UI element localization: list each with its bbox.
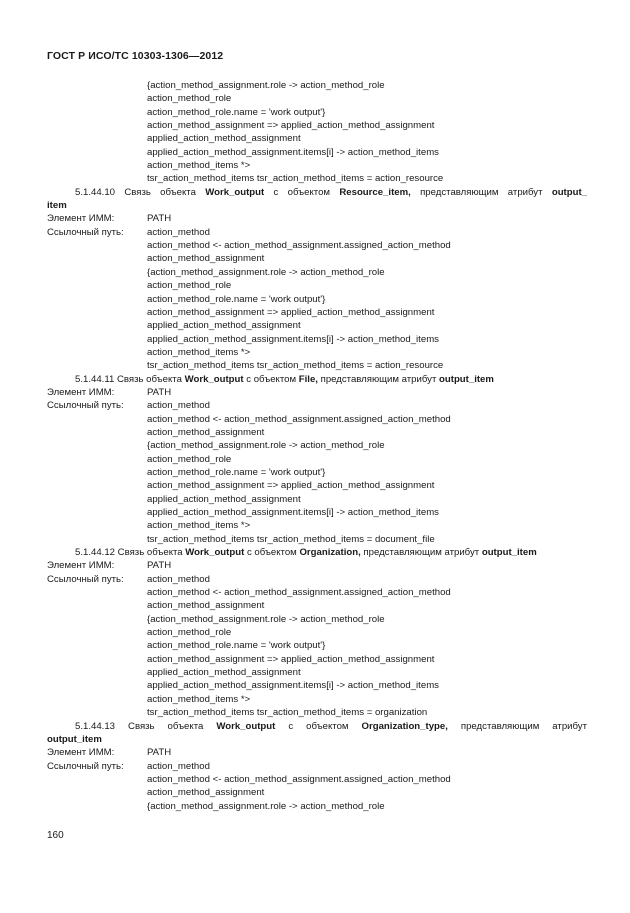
path-line: applied_action_method_assignment.items[i] -> action_method_items	[147, 146, 439, 158]
path-line: action_method_role.name = 'work output'}	[147, 106, 326, 118]
path-line: action_method_items *>	[147, 346, 251, 358]
element-label: Элемент ИММ:	[47, 213, 115, 225]
path-line: action_method_items *>	[147, 693, 251, 705]
path-line: tsr_action_method_items tsr_action_method_items = document_file	[147, 533, 435, 545]
element-label: Элемент ИММ:	[47, 386, 115, 398]
reference-label: Ссылочный путь:	[47, 760, 124, 772]
path-line: {action_method_assignment.role -> action_method_role	[147, 80, 385, 91]
path-line: action_method_assignment => applied_action_method_assignment	[147, 653, 435, 665]
path-line: action_method <- action_method_assignment.assigned_action_method	[147, 240, 451, 252]
page-header: ГОСТ Р ИСО/ТС 10303-1306—2012	[47, 50, 224, 62]
element-row	[47, 746, 587, 759]
path-line: action_method_assignment	[147, 600, 265, 612]
section-heading-continuation: output_item	[47, 733, 102, 745]
reference-first: action_method	[147, 573, 210, 585]
path-line: {action_method_assignment.role -> action_method_role	[147, 800, 385, 812]
element-label: Элемент ИММ:	[47, 747, 115, 759]
reference-row	[47, 399, 587, 412]
element-row	[47, 559, 587, 572]
path-line: action_method_assignment => applied_action_method_assignment	[147, 480, 435, 492]
path-line: applied_action_method_assignment	[147, 667, 301, 679]
reference-first: action_method	[147, 760, 210, 772]
element-value: PATH	[147, 560, 172, 572]
reference-first: action_method	[147, 226, 210, 238]
path-line: action_method_role	[147, 93, 232, 105]
path-line: action_method <- action_method_assignment.assigned_action_method	[147, 773, 451, 785]
reference-row	[47, 573, 587, 586]
path-line: action_method_role	[147, 280, 232, 292]
path-line: tsr_action_method_items tsr_action_method_items = organization	[147, 707, 428, 719]
path-line: applied_action_method_assignment.items[i] -> action_method_items	[147, 507, 439, 518]
path-line: applied_action_method_assignment.items[i] -> action_method_items	[147, 680, 439, 692]
reference-label: Ссылочный путь:	[47, 573, 124, 585]
reference-label: Ссылочный путь:	[47, 226, 124, 238]
path-line: action_method_assignment => applied_action_method_assignment	[147, 306, 435, 318]
path-line: action_method_assignment => applied_action_method_assignment	[147, 120, 435, 132]
path-line: action_method_assignment	[147, 787, 265, 799]
reference-row	[47, 760, 587, 773]
page-content	[47, 79, 587, 813]
path-line: action_method_assignment	[147, 426, 265, 438]
path-line: action_method_role	[147, 453, 232, 465]
element-value: PATH	[147, 747, 172, 759]
path-line: action_method_role.name = 'work output'}	[147, 466, 326, 478]
path-line: action_method_assignment	[147, 253, 265, 265]
reference-first: action_method	[147, 400, 210, 412]
element-row	[47, 386, 587, 399]
reference-label: Ссылочный путь:	[47, 400, 124, 412]
section-heading-5-1-44-11: 5.1.44.11 Связь объекта Work_output с объектом File, представляющим атрибут output_item	[75, 373, 494, 385]
section-heading-5-1-44-12: 5.1.44.12 Связь объекта Work_output с объектом Organization, представляющим атрибут output_item	[75, 547, 537, 559]
section-heading-5-1-44-13: 5.1.44.13 Связь объекта Work_output с объектом Organization_type, представляющим атрибут	[75, 720, 587, 732]
reference-row	[47, 226, 587, 239]
element-label: Элемент ИММ:	[47, 560, 115, 572]
path-line: action_method_items *>	[147, 520, 251, 532]
path-line: applied_action_method_assignment	[147, 133, 301, 145]
path-line: action_method_items *>	[147, 160, 251, 172]
path-line: {action_method_assignment.role -> action_method_role	[147, 440, 385, 452]
section-heading-5-1-44-10: 5.1.44.10 Связь объекта Work_output с объектом Resource_item, представляющим атрибут output_	[75, 186, 587, 198]
path-line: action_method_role	[147, 627, 232, 639]
element-value: PATH	[147, 213, 172, 225]
path-line: {action_method_assignment.role -> action_method_role	[147, 613, 385, 625]
path-line: tsr_action_method_items tsr_action_method_items = action_resource	[147, 360, 444, 372]
element-row	[47, 212, 587, 225]
path-line: {action_method_assignment.role -> action_method_role	[147, 266, 385, 278]
page-number: 160	[47, 830, 64, 841]
path-line: action_method <- action_method_assignment.assigned_action_method	[147, 413, 451, 425]
path-line: applied_action_method_assignment	[147, 320, 301, 332]
path-line: applied_action_method_assignment	[147, 493, 301, 505]
path-line: action_method_role.name = 'work output'}	[147, 640, 326, 652]
path-line: action_method <- action_method_assignment.assigned_action_method	[147, 587, 451, 599]
path-line: action_method_role.name = 'work output'}	[147, 293, 326, 305]
path-line: applied_action_method_assignment.items[i] -> action_method_items	[147, 333, 439, 345]
element-value: PATH	[147, 386, 172, 398]
path-line: tsr_action_method_items tsr_action_method_items = action_resource	[147, 173, 444, 185]
section-heading-continuation: item	[47, 200, 67, 212]
